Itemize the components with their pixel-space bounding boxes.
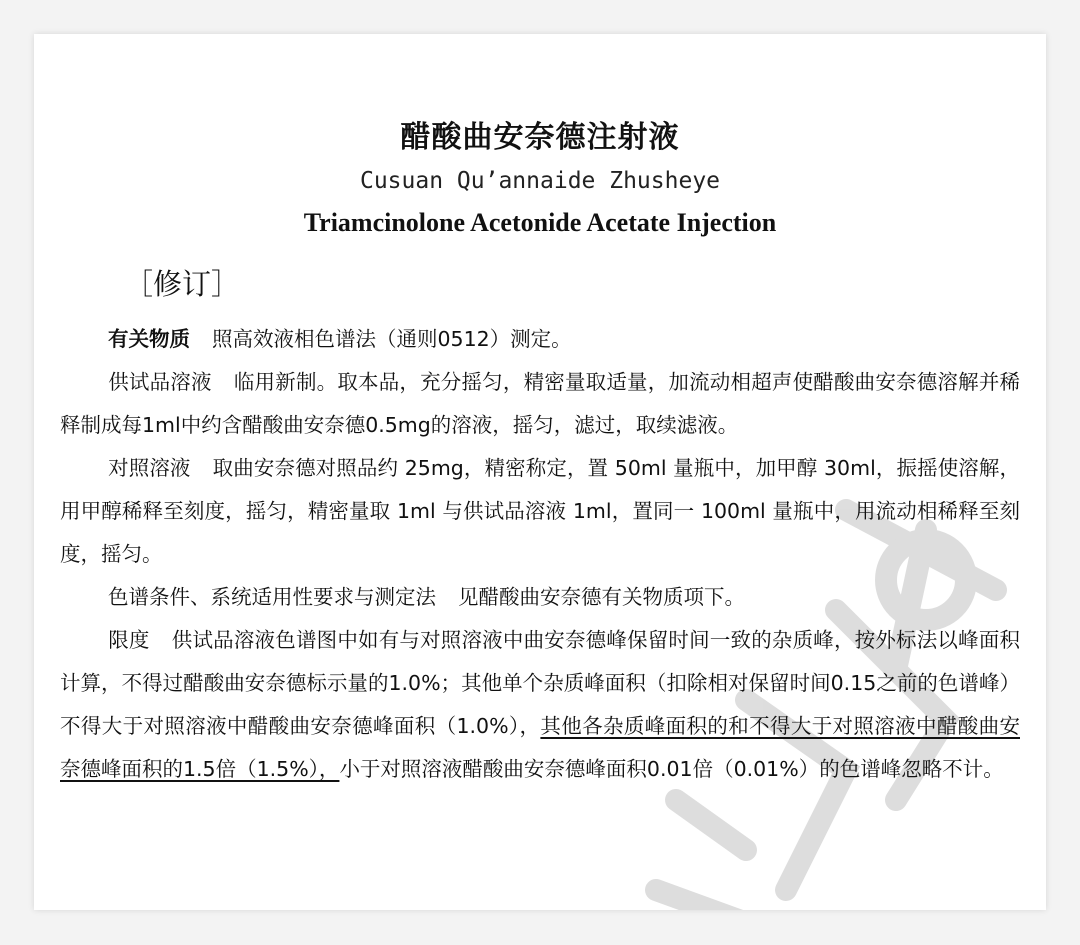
revision-tag: ［修订］ [124, 267, 241, 301]
text-conditions: 见醋酸曲安奈德有关物质项下。 [458, 585, 745, 609]
text-limits-before: 供试品溶液色谱图中如有与对照溶液中曲安奈德峰保留时间一致的杂质峰，按外标法以峰面积计算，不得过醋酸曲安奈德标示量的1.0%；其他单个杂质峰面积（扣除相对保留时间0.15之前的色谱峰）不得大于对照溶液中醋酸曲安奈德峰面积（1.0%）， [60, 628, 1021, 738]
paragraph-related-substances [60, 318, 1020, 361]
heading-limits: 限度 [108, 628, 150, 652]
title-english: Triamcinolone Acetonide Acetate Injection [303, 208, 777, 237]
heading-conditions: 色谱条件、系统适用性要求与测定法 [108, 585, 436, 609]
heading-reference-solution: 对照溶液 [108, 456, 191, 480]
heading-test-solution: 供试品溶液 [108, 370, 212, 394]
text-reference-solution: 取曲安奈德对照品约 25mg，精密称定，置 50ml 量瓶中，加甲醇 30ml，振摇使溶解，用甲醇稀释至刻度，摇匀，精密量取 1ml 与供试品溶液 1ml，置同一 100ml 量瓶中，用流动相稀释至刻度，摇匀。 [60, 456, 1021, 566]
heading-related-substances: 有关物质 [108, 327, 190, 351]
paragraph-test-solution [60, 361, 1020, 447]
text-limits-underlined: 其他各杂质峰面积的和不得大于对照溶液中醋酸曲安奈德峰面积的1.5倍（1.5%）， [60, 714, 1020, 781]
title-pinyin: Cusuan Qu’annaide Zhusheye [359, 168, 721, 194]
paragraph-conditions [60, 576, 1020, 619]
document-page [34, 34, 1046, 910]
paragraph-reference-solution [60, 447, 1020, 576]
text-limits-after: 小于对照溶液醋酸曲安奈德峰面积0.01倍（0.01%）的色谱峰忽略不计。 [339, 757, 1004, 781]
text-related-substances: 照高效液相色谱法（通则0512）测定。 [212, 327, 572, 351]
title-chinese: 醋酸曲安奈德注射液 [400, 120, 680, 155]
paragraph-limits [60, 619, 1020, 791]
text-test-solution: 临用新制。取本品，充分摇匀，精密量取适量，加流动相超声使醋酸曲安奈德溶解并稀释制成每1ml中约含醋酸曲安奈德0.5mg的溶液，摇匀，滤过，取续滤液。 [60, 370, 1021, 437]
